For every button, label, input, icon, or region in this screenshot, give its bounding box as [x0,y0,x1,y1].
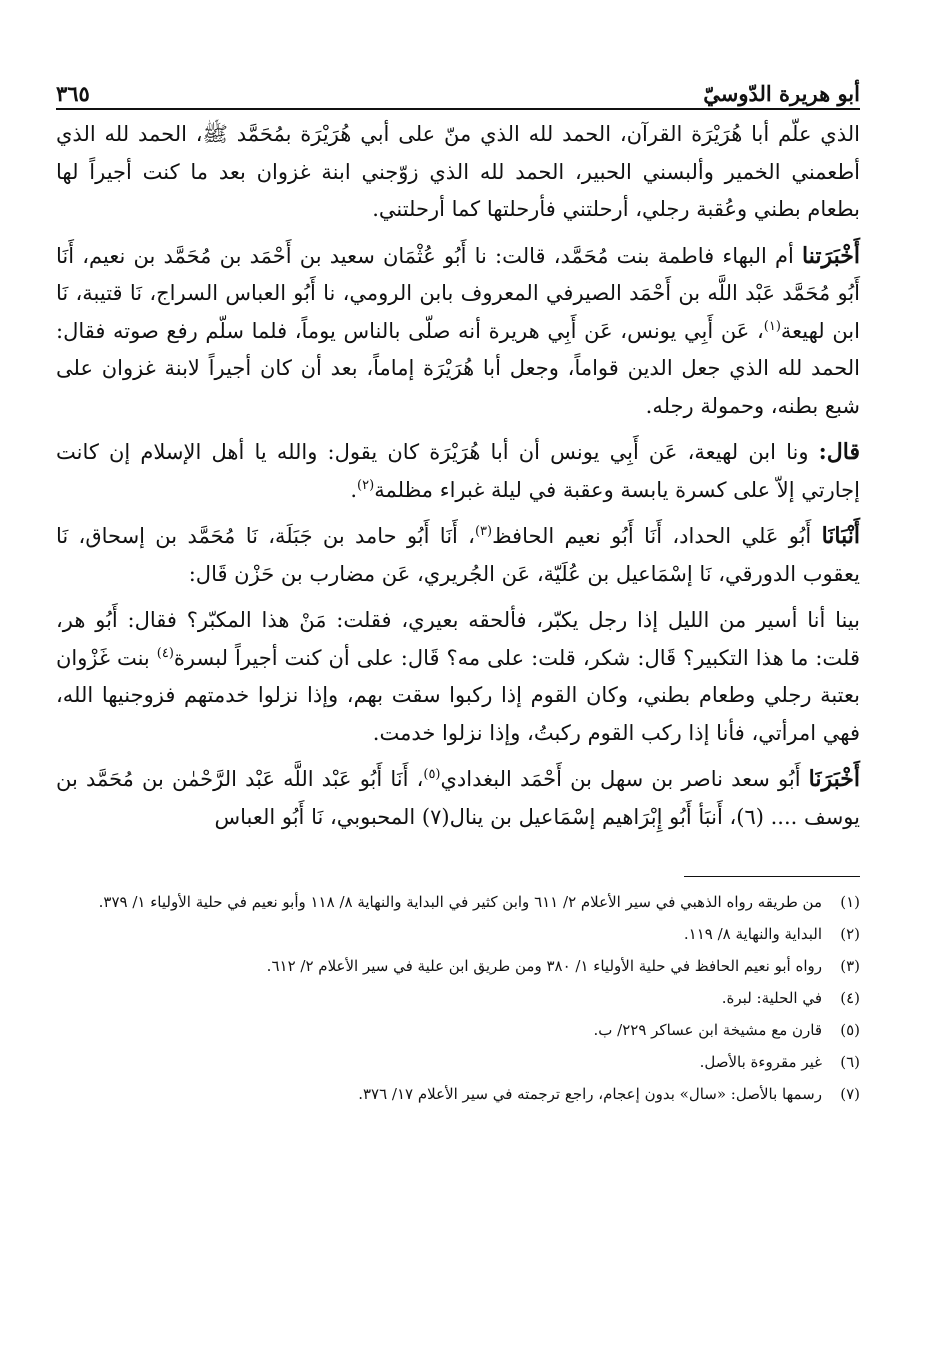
paragraph-text: أم البهاء فاطمة بنت مُحَمَّد، قالت: نا أَبُو عُثْمَان سعيد بن أَحْمَد بن مُحَمَّد بن نعيم، أَنَا أَبُو مُحَمَّد عَبْد اللَّه بن أَحْمَد الصيرفي المعروف بابن الرومي، نا أَبُو العباس السراج، نَا قتيبة، نَا ابن لهيعة [56,243,860,343]
paragraph-tail: ، أَنَا أَبُو حامد بن جَبَلَة، نَا مُحَمَّد بن إسحاق، نَا يعقوب الدورقي، نَا إسْمَاعيل بن عُلَيّة، عَن الجُريري، عَن مضارب بن حَزْن قَال: [56,524,860,586]
paragraph-text: بينا أنا أسير من الليل إذا رجل يكبّر، فألحقه بعيري، فقلت: مَنْ هذا المكبّر؟ فقال: أَبُو هر، قلت: ما هذا التكبير؟ قَال: شكر، قلت: على مه؟ قَال: على أن كنت أجيراً لبسرة [56,608,861,670]
paragraph [56,116,860,229]
footnote-number: (٦) [840,1053,860,1071]
footnote-ref: (١) [763,318,781,334]
paragraph-tail: بنت غَزْوان بعتبة رجلي وطعام بطني، وكان القوم إذا ركبوا سقت بهم، وإذا نزلوا خدمتهم فزوجنيها الله، فهي امرأتي، فأنا إذا ركب القوم ركبتُ، وإذا نزلوا خدمت. [56,645,860,745]
paragraph-tail: ، عَن أَبِي يونس، عَن أَبِي هريرة أنه صلّى بالناس يوماً، فلما سلّم رفع صوته فقال: الحمد لله الذي جعل الدين قواماً، وجعل أبا هُرَيْرَة إماماً، بعد أن كان أجيراً لابنة غزوان على شبع بطنه، وحمولة رجله. [56,318,860,418]
footnote [56,921,860,947]
paragraph-lead: قال: [818,439,860,465]
footnote [56,1081,860,1107]
paragraph-lead: أَنْبَانَا [821,523,860,549]
footnotes-list [56,889,860,1107]
paragraph-lead: أَخْبَرَتنا [802,242,860,269]
footnote-ref: (٤) [156,645,174,661]
paragraph-text: أَبُو عَلي الحداد، أَنَا أَبُو نعيم الحافظ [492,524,812,548]
footnote [56,953,860,979]
paragraph-tail: . [350,477,358,502]
page-number: ٣٦٥ [56,81,90,106]
footnote [56,985,860,1011]
footnote-ref: (٣) [474,524,493,539]
paragraph-text: أَبُو سعد ناصر بن سهل بن أَحْمَد البغدادي [440,767,801,791]
footnote-text: غير مقروءة بالأصل. [699,1053,822,1071]
paragraph-text: ونا ابن لهيعة، عَن أَبِي يونس أن أبا هُرَيْرَة كان يقول: والله يا أهل الإسلام إن كانت إجارتي إلاّ على كسرة يابسة وعقبة في ليلة غبراء مظلمة [56,440,860,502]
paragraph-tail: ، أَنَا أَبُو عَبْد اللَّه عَبْد الرَّحْمٰن بن مُحَمَّد بن يوسف .... (٦)، أَنبَأ أَبُو إِبْرَاهيم إسْمَاعيل بن ينال(٧) المحبوبي، نَا أَبُو العباس [56,767,860,829]
footnote-ref: (٢) [357,477,375,493]
footnote-text: في الحلية: لبرة. [721,989,822,1007]
footnote [56,1049,860,1075]
footnote-number: (٧) [840,1085,860,1103]
footnote-number: (٥) [840,1021,860,1039]
main-text [56,116,860,836]
paragraph [56,518,860,593]
footnote-number: (٤) [840,989,860,1007]
paragraph [56,761,860,836]
footnote-number: (١) [840,893,860,911]
footnote-text: قارن مع مشيخة ابن عساكر ٢٢٩/ ب. [593,1021,822,1039]
footnote [56,1017,860,1043]
footnote-number: (٢) [840,925,860,943]
footnote-text: رواه أبو نعيم الحافظ في حلية الأولياء ١/ ٣٨٠ ومن طريق ابن علية في سير الأعلام ٢/ ٦١٢. [266,957,822,975]
running-header [56,58,860,110]
paragraph [56,434,860,509]
paragraph-lead: أَخْبَرَنَا [808,766,860,792]
footnote [56,889,860,915]
book-page [56,58,860,1310]
paragraph [56,602,860,752]
footnote-text: رسمها بالأصل: «سال» بدون إعجام، راجع ترجمته في سير الأعلام ١٧/ ٣٧٦. [358,1085,822,1103]
running-title: أبو هريرة الدّوسيّ [703,81,860,106]
paragraph [56,238,860,426]
footnote-ref: (٥) [423,767,441,782]
footnote-number: (٣) [840,957,860,975]
footnote-divider [684,876,860,877]
footnote-text: من طريقه رواه الذهبي في سير الأعلام ٢/ ٦١١ وابن كثير في البداية والنهاية ٨/ ١١٨ وأبو نعيم في حلية الأولياء ١/ ٣٧٩. [98,893,822,911]
paragraph-text: الذي علّم أبا هُرَيْرَة القرآن، الحمد لله الذي منّ على أبي هُرَيْرَة بمُحَمَّد ﷺ، الحمد لله الذي أطعمني الخمير وألبسني الحبير، الحمد لله الذي زوّجني ابنة غزوان بعد ما كنت أجيراً لها بطعام بطني وعُقبة رجلي، أرحلتني فأرحلتها كما أرحلتني. [56,122,860,221]
footnote-text: البداية والنهاية ٨/ ١١٩. [683,925,822,943]
